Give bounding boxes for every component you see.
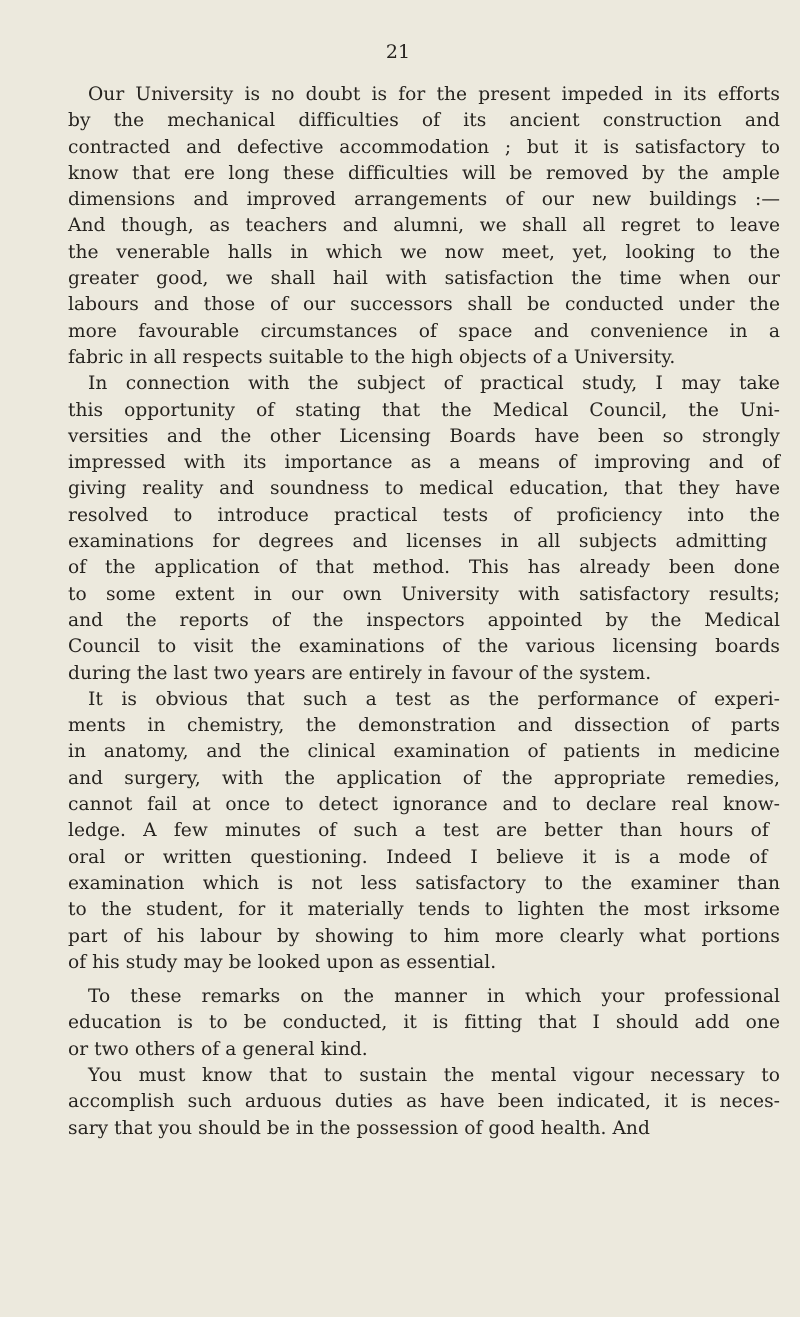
text-line: the venerable halls in which we now meet, yet, looking to the [68,241,780,263]
paragraph-university-buildings [68,82,780,371]
text-line: know that ere long these difficulties will be removed by the ample [68,162,780,184]
text-line: contracted and defective accommodation ; but it is satisfactory to [68,136,780,158]
text-line: dimensions and improved arrangements of our new buildings :— [68,189,780,211]
text-line: fabric in all respects suitable to the high objects of a University. [68,346,676,368]
text-line: of his study may be looked upon as essential. [68,951,497,973]
text-line: during the last two years are entirely in favour of the system. [68,662,652,684]
text-line: and surgery, with the application of the appropriate remedies, [68,767,780,789]
text-line: resolved to introduce practical tests of proficiency into the [68,504,780,526]
text-line: and the reports of the inspectors appointed by the Medical [68,609,780,631]
text-line: labours and those of our successors shall be conducted under the [68,294,780,316]
text-line: To these remarks on the manner in which your professional [88,986,780,1008]
body-text [68,82,780,1142]
text-line: by the mechanical difficulties of its ancient construction and [68,110,780,132]
text-line: ments in chemistry, the demonstration and dissection of parts [68,715,780,737]
text-line: accomplish such arduous duties as have been indicated, it is neces- [68,1091,780,1113]
paragraph-general-remarks [68,984,780,1063]
text-line: sary that you should be in the possession of good health. And [68,1117,650,1139]
text-line: It is obvious that such a test as the performance of experi- [88,688,780,710]
text-line: impressed with its importance as a means of improving and of [68,452,780,474]
text-line: more favourable circumstances of space and convenience in a [68,320,780,342]
text-line: And though, as teachers and alumni, we shall all regret to leave [68,215,780,237]
text-line: Our University is no doubt is for the present impeded in its efforts [88,84,780,105]
paragraph-good-health [68,1063,780,1142]
text-line: in anatomy, and the clinical examination of patients in medicine [68,741,780,763]
text-line: versities and the other Licensing Boards have been so strongly [68,425,780,447]
paragraph-practical-study [68,371,780,687]
text-line: of the application of that method. This has already been done [68,557,780,579]
text-line: examination which is not less satisfactory to the examiner than [68,872,780,894]
text-line: You must know that to sustain the mental vigour necessary to [88,1064,780,1086]
text-line: examinations for degrees and licenses in all subjects admitting [68,531,768,553]
text-line: part of his labour by showing to him more clearly what portions [68,925,780,947]
text-line: to some extent in our own University with satisfactory results; [68,583,780,605]
text-line: to the student, for it materially tends to lighten the most irksome [68,899,780,921]
text-line: giving reality and soundness to medical education, that they have [68,478,780,500]
text-line: oral or written questioning. Indeed I believe it is a mode of [68,846,768,868]
text-line: In connection with the subject of practical study, I may take [88,373,780,395]
text-line: greater good, we shall hail with satisfaction the time when our [68,268,780,290]
text-line: or two others of a general kind. [68,1038,368,1060]
text-line: Council to visit the examinations of the various licensing boards [68,636,780,658]
page-number: 21 [385,41,411,63]
text-line: cannot fail at once to detect ignorance and to declare real know- [68,794,780,816]
text-line: education is to be conducted, it is fitting that I should add one [68,1012,780,1034]
text-line: ledge. A few minutes of such a test are better than hours of [68,820,769,842]
text-line: this opportunity of stating that the Medical Council, the Uni- [68,399,780,421]
paragraph-practical-tests [68,687,780,976]
